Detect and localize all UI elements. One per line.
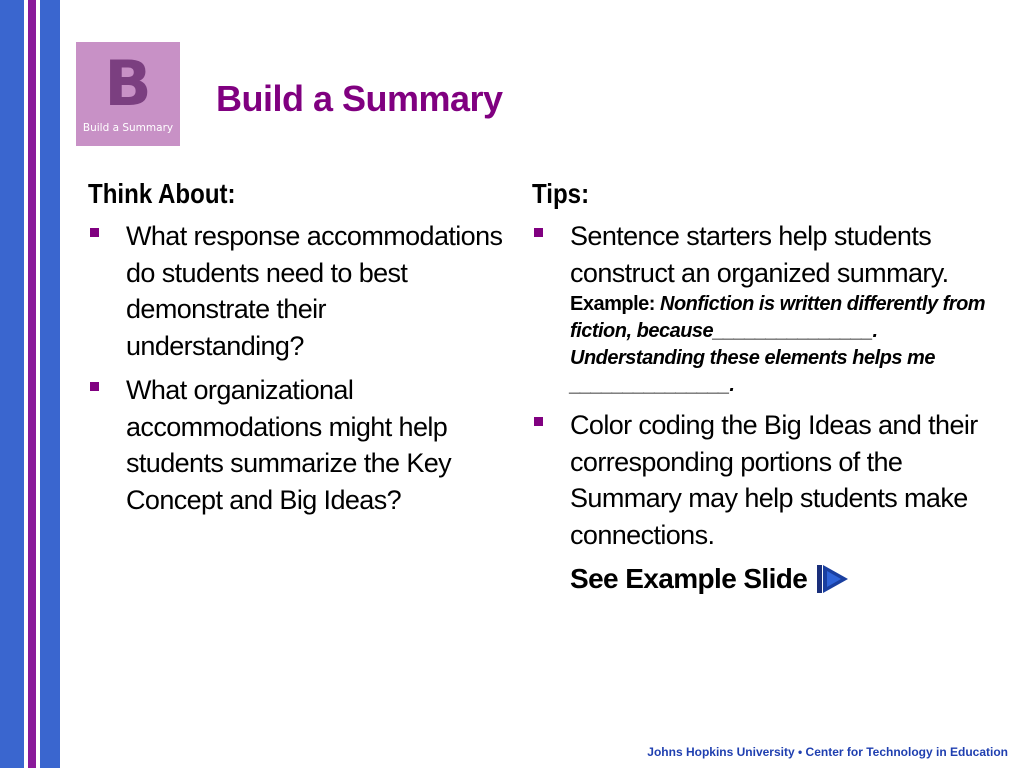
see-example-link[interactable] [570, 561, 992, 597]
list-item-text: What organizational accommodations might help students summarize the Key Concept and Big Ideas? [126, 375, 452, 515]
footer-center: Center for Technology in Education [805, 745, 1008, 759]
slide-title: Build a Summary [216, 78, 503, 119]
square-bullet-icon [90, 382, 99, 391]
example-sentence [570, 291, 1000, 399]
list-item [532, 407, 992, 553]
list-item-text: Sentence starters help students construct an organized summary. [570, 221, 949, 288]
example-label: Example: [570, 293, 655, 315]
build-summary-logo [76, 42, 180, 146]
list-item [532, 218, 992, 399]
see-example-label: See Example Slide [570, 563, 808, 594]
think-about-column [88, 176, 508, 526]
example-text: Nonfiction is written differently from fiction, because_______________. Understanding these elements helps me _______________. [570, 293, 986, 396]
left-stripe-purple [28, 0, 36, 768]
list-item-text: Color coding the Big Ideas and their corresponding portions of the Summary may help students make connections. [570, 410, 978, 550]
square-bullet-icon [534, 417, 543, 426]
tips-list [532, 218, 992, 553]
list-item [88, 372, 508, 518]
left-stripe-blue [0, 0, 24, 768]
square-bullet-icon [90, 228, 99, 237]
square-bullet-icon [534, 228, 543, 237]
list-item-text: What response accommodations do students need to best demonstrate their understanding? [126, 221, 503, 361]
think-about-list [88, 218, 508, 518]
list-item [88, 218, 508, 364]
tips-heading: Tips: [532, 178, 590, 209]
arrow-right-icon[interactable] [817, 563, 849, 595]
footer-university: Johns Hopkins University [647, 745, 795, 759]
tips-column [532, 176, 992, 597]
think-about-heading: Think About: [88, 178, 236, 209]
footer-credit [647, 745, 1008, 759]
left-stripe-blue-inner [40, 0, 60, 768]
logo-caption: Build a Summary [82, 122, 174, 134]
footer-separator: • [798, 745, 803, 759]
logo-letter: B [104, 47, 152, 120]
